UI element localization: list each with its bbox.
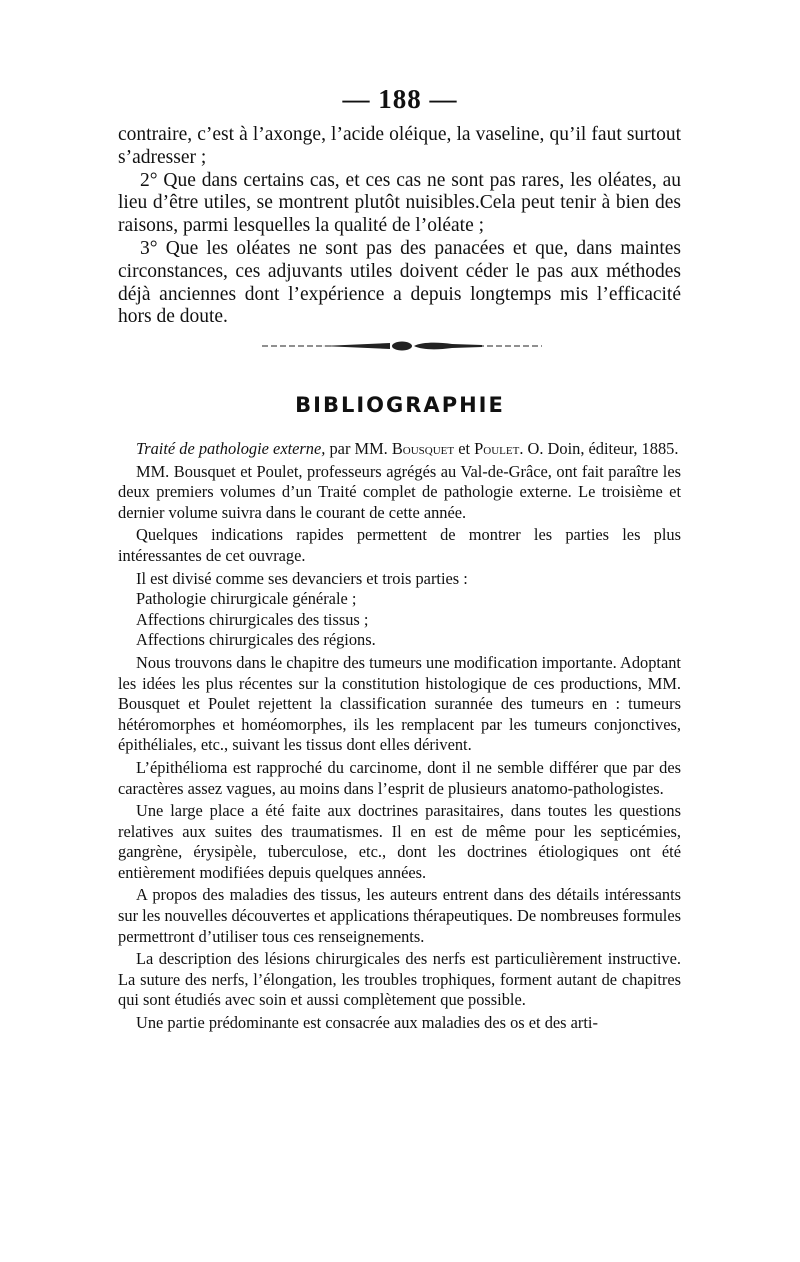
paragraph: 3° Que les oléates ne sont pas des panacées et que, dans maintes circonstances, ces adjuvants utiles doivent céder le pas aux méthodes déjà anciennes dont l’expérience a depuis longtemps mis l’efficacité hors de doute. [118, 237, 681, 328]
paragraph: Nous trouvons dans le chapitre des tumeurs une modification importante. Adoptant les idées les plus récentes sur la constitution histologique de ces productions, MM. Bousquet et Poulet rejettent la classification surannée des tumeurs en : tumeurs hétéromorphes et homéomorphes, ils les remplacent par les tumeurs conjonctives, épithéliales, etc., suivant les tissus dont elles dérivent. [118, 652, 681, 755]
paragraph: Quelques indications rapides permettent de montrer les parties les plus intéressantes de cet ouvrage. [118, 525, 681, 565]
reference-entry: Traité de pathologie externe, par MM. Bousquet et Poulet. O. Doin, éditeur, 1885. [136, 439, 679, 458]
conclusion-text [118, 124, 681, 329]
section-title: BIBLIOGRAPHIE [295, 393, 505, 417]
paragraph: contraire, c’est à l’axonge, l’acide oléique, la vaseline, qu’il faut surtout s’adresser ; [118, 124, 681, 168]
list-item: Affections chirurgicales des tissus ; [136, 609, 369, 629]
paragraph: La description des lésions chirurgicales des nerfs est particulièrement instructive. La suture des nerfs, l’élongation, les troubles trophiques, forment autant de chapitres qui sont étudiés avec soin et aussi complètement que possible. [118, 949, 681, 1010]
page-number: — 188 — [342, 84, 458, 114]
bibliography-text [118, 439, 681, 1036]
ornamental-divider [262, 336, 542, 356]
paragraph: L’épithélioma est rapproché du carcinome, dont il ne semble différer que par des caractères assez vagues, au moins dans l’esprit de plusieurs anatomo-pathologistes. [118, 757, 681, 798]
paragraph: Une large place a été faite aux doctrines parasitaires, dans toutes les questions relatives aux suites des traumatismes. Il en est de même pour les septicémies, gangrène, érysipèle, tuberculose, etc., dont les doctrines étiologiques ont été entièrement modifiées depuis quelques années. [118, 801, 681, 882]
reference-title: Traité de pathologie externe, [136, 439, 326, 458]
paragraph: Une partie prédominante est consacrée aux maladies des os et des arti- [136, 1013, 598, 1033]
paragraph: 2° Que dans certains cas, et ces cas ne sont pas rares, les oléates, au lieu d’être utiles, se montrent plutôt nuisibles.Cela peut tenir à bien des raisons, parmi lesquelles la qualité de l’oléate ; [118, 169, 681, 237]
author-name: Bousquet [391, 439, 455, 458]
list-item: Pathologie chirurgicale générale ; [136, 589, 357, 609]
paragraph: Il est divisé comme ses devanciers et trois parties : [136, 568, 468, 588]
author-name: Poulet [474, 439, 520, 458]
paragraph: MM. Bousquet et Poulet, professeurs agrégés au Val-de-Grâce, ont fait paraître les deux premiers volumes d’un Traité complet de pathologie externe. Le troisième et dernier volume suivra dans le courant de cette année. [118, 461, 681, 522]
paragraph: A propos des maladies des tissus, les auteurs entrent dans des détails intéressants sur les nouvelles découvertes et applications thérapeutiques. De nombreuses formules permettront d’utiliser tous ces renseignements. [118, 885, 681, 946]
list-item: Affections chirurgicales des régions. [136, 630, 376, 650]
